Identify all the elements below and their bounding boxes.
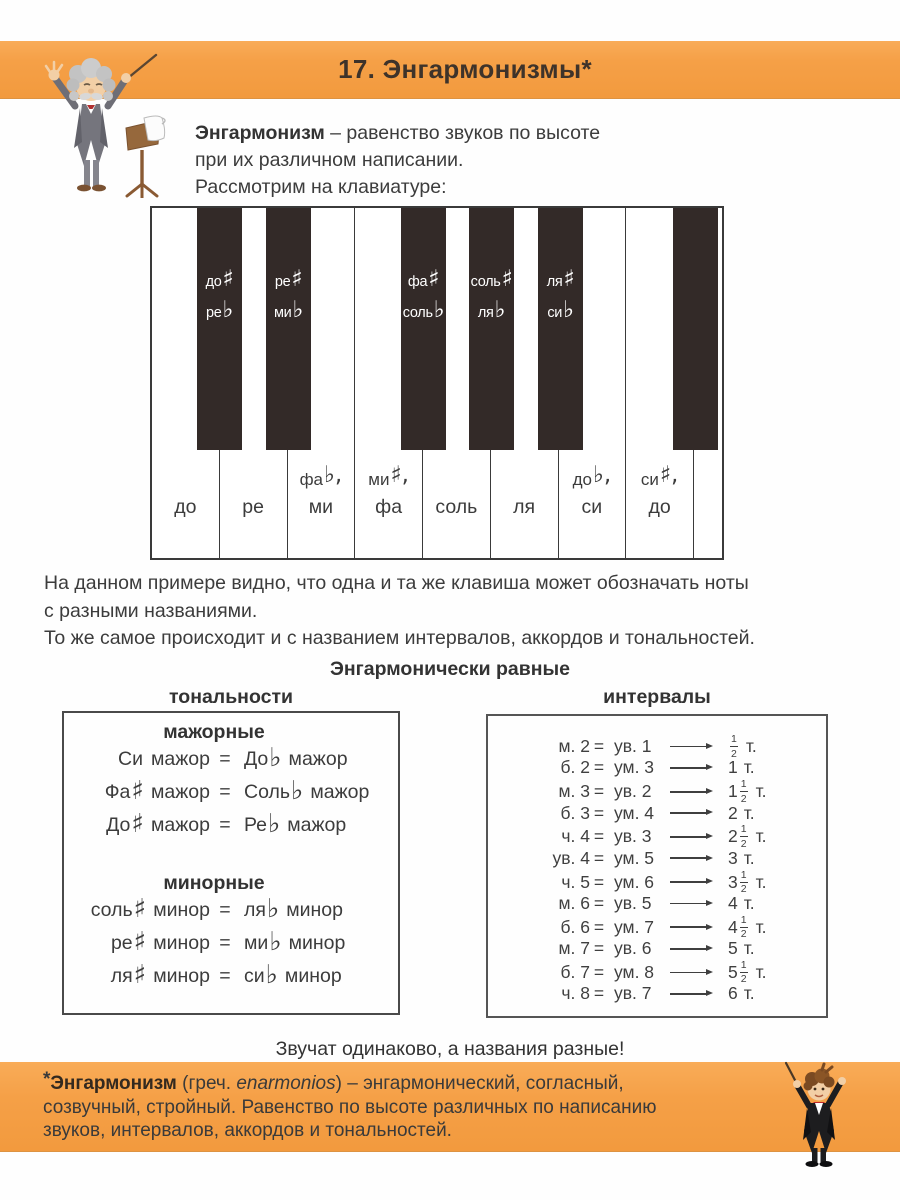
tonality-row [64,960,398,993]
sharp-icon: ♯ [563,265,575,292]
tone-whole: 4 [728,892,738,913]
tone-unit: т. [743,757,755,778]
tone-unit: т. [755,916,767,937]
right-arrow-icon [670,857,707,859]
tone-whole: 3 [728,871,738,892]
tonality-left: До♯ мажор [106,809,210,839]
white-key [491,208,559,558]
equals-sign: = [593,892,605,913]
white-key-name: ми [308,496,334,518]
interval-left: б. 7 [560,961,590,982]
white-key [355,208,423,558]
equals-sign: = [219,965,231,987]
interval-row [488,892,826,915]
white-key-name: до [648,496,671,518]
black-key-sharp-label: до ♯ [205,265,234,292]
equals-sign: = [593,938,605,959]
black-key-flat-label: ре ♭ [205,296,234,323]
paragraph-line-2: с разными названиями. [44,599,258,622]
flat-icon: ♭ [292,296,304,323]
arrow-cell [670,812,718,814]
white-key [152,208,220,558]
equals-sign: = [219,932,231,954]
right-arrow-icon [670,926,707,928]
white-key-enharmonic-label: фа ♭, [299,462,343,489]
interval-right: ув. 2 [614,781,652,802]
right-arrow-icon [670,993,707,995]
footnote-term: Энгармонизм [50,1073,177,1094]
interval-row [488,757,826,780]
accidental-icon: ♯ [133,960,147,990]
white-key-name: фа [375,496,403,518]
white-key-enharmonic-label [524,464,525,496]
black-key-flat-label: соль ♭ [402,296,445,323]
young-conductor-illustration [782,1060,856,1170]
sharp-icon: ♯ [291,265,303,292]
tone-unit: т. [743,892,755,913]
footnote-asterisk: * [43,1069,51,1090]
tone-unit: т. [745,736,757,756]
interval-left: м. 2 [558,736,590,756]
interval-right: ум. 8 [614,961,655,982]
intervals-box [486,714,828,1018]
intro-term: Энгармонизм [195,122,325,144]
tone-whole: 1 [728,781,738,802]
interval-right: ум. 6 [614,871,655,892]
arrow-cell [670,767,718,769]
intro-line-1 [195,120,665,147]
interval-left: ч. 4 [561,826,590,847]
tonality-right: ля♭ минор [244,894,343,924]
piano-keyboard [150,206,724,560]
interval-tones [718,938,826,959]
tonality-left: ре♯ минор [110,927,210,957]
tonality-right: До♭ мажор [244,743,348,773]
white-key-name: ля [513,496,536,518]
right-arrow-icon [670,791,707,793]
right-arrow-icon [670,812,707,814]
right-arrow-icon [670,746,707,748]
tonality-left: Си мажор [118,748,210,770]
sharp-icon: ♯ [501,265,513,292]
explanation-paragraph [44,570,874,653]
white-key [559,208,627,558]
equals-sign: = [593,961,605,982]
accidental-icon: ♭ [268,809,281,839]
half-fraction: $\frac{1}{2}$ [740,778,747,805]
equals-sign: = [219,781,231,803]
arrow-cell [670,857,718,859]
tonality-right: си♭ минор [244,960,342,990]
half-fraction: $\frac{1}{2}$ [740,868,747,896]
half-fraction: $\frac{1}{2}$ [740,823,747,850]
flat-icon: ♭ [433,296,445,323]
tonality-row [64,809,398,842]
footnote-after-term: (греч. [176,1073,237,1094]
white-key-name: до [174,496,197,518]
tone-unit: т. [755,781,767,802]
accidental-icon: ♭ [269,743,282,773]
interval-right: ум. 3 [614,757,655,778]
interval-tones [718,848,826,869]
tone-unit: т. [743,938,755,959]
equals-sign: = [219,748,231,770]
sharp-icon: ♯ [428,265,440,292]
interval-row [488,913,826,941]
flat-icon: ♭ [222,296,234,323]
flat-icon: ♭ [563,296,574,323]
white-key-enharmonic-label: ми ♯, [368,462,409,489]
tone-whole: 5 [728,961,738,982]
equals-sign: = [593,916,605,937]
white-key-partial [694,208,722,558]
interval-row [488,847,826,870]
white-key-enharmonic-label [456,464,457,496]
interval-left: б. 3 [560,802,590,823]
tone-unit: т. [743,847,755,868]
equals-sign: = [593,757,605,778]
tone-unit: т. [755,871,767,892]
accidental-icon: ♭ [266,894,280,924]
intro-line-2: при их различном написании. [195,149,464,171]
white-key-enharmonic-label: до ♭, [572,462,612,489]
black-key-sharp-label: соль ♯ [470,265,513,292]
black-key-sharp-label: ре ♯ [274,265,303,292]
minor-rows [64,894,398,993]
arrow-cell [670,791,718,793]
tonality-left: ля♯ минор [110,960,210,990]
footnote-line-2: созвучный, стройный. Равенство по высоте различных по написанию [43,1096,657,1118]
interval-tones [718,893,826,914]
interval-row [488,958,826,986]
tonality-row [64,894,398,927]
tonality-left: Фа♯ мажор [104,776,210,806]
paragraph-line-3: То же самое происходит и с названием интервалов, аккордов и тональностей. [44,627,755,649]
section-title: Энгармонически равные [329,658,571,680]
black-key-flat-label: ля ♭ [477,296,506,323]
interval-row [488,733,826,760]
arrow-cell [670,903,718,905]
interval-row [488,778,826,805]
right-arrow-icon [670,767,707,769]
intro-line-3: Рассмотрим на клавиатуре: [195,176,447,198]
interval-row [488,823,826,850]
intervals-header: интервалы [603,686,711,708]
tonality-right: Соль♭ мажор [244,776,370,806]
major-rows [64,743,398,842]
equals-sign: = [219,899,231,921]
tone-whole: 1 [728,757,738,778]
interval-left: б. 6 [560,916,590,937]
interval-left: б. 2 [560,757,590,778]
tonality-left: соль♯ минор [90,894,210,924]
accidental-icon: ♯, [390,462,409,488]
accidental-icon: ♭ [269,927,282,957]
interval-right: ум. 4 [614,802,655,823]
arrow-cell [670,993,718,995]
tonality-right: ми♭ минор [244,927,346,957]
equals-sign: = [593,871,605,892]
white-keys-row [152,208,722,558]
tonalities-box [62,711,400,1015]
arrow-cell [670,972,718,974]
conductor-illustration [30,48,180,198]
black-key-sharp-label: ля ♯ [546,265,575,292]
interval-right: ув. 5 [614,892,652,913]
sharp-icon: ♯ [222,265,234,292]
arrow-cell [670,746,718,748]
interval-left: ч. 8 [561,983,590,1004]
white-key-enharmonic-label: си ♯, [640,462,679,489]
accidental-icon: ♯ [131,776,144,806]
tonality-row [64,743,398,776]
white-key-enharmonic-label [185,464,186,496]
accidental-icon: ♭, [324,462,343,488]
interval-left: м. 3 [558,781,590,802]
interval-right: ув. 7 [614,983,652,1004]
accidental-icon: ♯ [131,809,144,839]
tonalities-header: тональности [168,686,294,708]
interval-left: м. 7 [558,938,590,959]
tone-unit: т. [755,961,767,982]
equals-sign: = [593,847,605,868]
interval-left: ув. 4 [552,847,590,868]
page-title: 17. Энгармонизмы* [338,54,592,84]
tone-unit: т. [743,802,755,823]
interval-tones [718,734,826,759]
interval-right: ув. 1 [614,736,652,756]
closing-line: Звучат одинаково, а названия разные! [275,1038,625,1060]
white-key-name: ре [242,496,264,518]
tone-whole: 6 [728,983,738,1004]
tonality-row [64,927,398,960]
footnote-greek-word: enarmonios [236,1073,336,1094]
intro-text [195,120,665,201]
interval-row [488,802,826,825]
equals-sign: = [593,781,605,802]
interval-tones [718,824,826,849]
interval-left: м. 6 [558,892,590,913]
white-key-enharmonic-label [253,464,254,496]
arrow-cell [670,836,718,838]
minor-title: минорные [163,872,265,894]
white-key-name: соль [435,496,478,518]
tonality-right: Ре♭ мажор [244,809,347,839]
white-key [626,208,694,558]
footnote-line-1 [43,1069,753,1096]
equals-sign: = [593,983,605,1004]
interval-tones [718,983,826,1004]
footnote-line-1-rest: ) – энгармонический, согласный, [335,1073,624,1094]
black-key-flat-label: си ♭ [547,296,574,323]
right-arrow-icon [670,836,707,838]
arrow-cell [670,881,718,883]
right-arrow-icon [670,881,707,883]
flat-icon: ♭ [494,296,506,323]
accidental-icon: ♭ [265,960,278,990]
tone-whole: 5 [728,938,738,959]
interval-row [488,983,826,1006]
accidental-icon: ♯ [133,927,147,957]
half-fraction: $\frac{1}{2}$ [740,913,747,941]
half-fraction: $\frac{1}{2}$ [731,733,737,760]
interval-tones [718,779,826,804]
accidental-icon: ♯, [659,462,679,488]
tonality-row [64,776,398,809]
tone-whole: 2 [728,826,738,847]
footnote-text [43,1069,753,1143]
white-key [220,208,288,558]
interval-left: ч. 5 [561,871,590,892]
interval-tones [718,757,826,778]
tone-unit: т. [743,983,755,1004]
tone-whole: 4 [728,916,738,937]
interval-right: ув. 6 [614,938,652,959]
equals-sign: = [593,826,605,847]
interval-row [488,937,826,960]
half-fraction: $\frac{1}{2}$ [740,958,747,986]
black-key-sharp-label: фа ♯ [407,265,440,292]
tone-whole: 3 [728,847,738,868]
paragraph-line-1: На данном примере видно, что одна и та же клавиша может обозначать ноты [44,572,749,594]
right-arrow-icon [670,972,707,974]
arrow-cell [670,948,718,950]
white-key [423,208,491,558]
accidental-icon: ♭ [291,776,304,806]
right-arrow-icon [670,948,707,950]
black-key-flat-label: ми ♭ [273,296,304,323]
accidental-icon: ♭, [592,462,612,488]
equals-sign: = [219,814,231,836]
right-arrow-icon [670,903,707,905]
white-key [288,208,356,558]
equals-sign: = [593,802,605,823]
equals-sign: = [593,736,605,756]
interval-right: ум. 5 [614,847,655,868]
interval-right: ум. 7 [614,916,655,937]
interval-tones [718,960,826,985]
intro-line-1-rest: – равенство звуков по высоте [324,122,601,144]
accidental-icon: ♯ [133,894,147,924]
interval-tones [718,803,826,824]
footnote-line-3: звуков, интервалов, аккордов и тональностей. [43,1120,452,1141]
major-title: мажорные [163,721,265,743]
tone-whole: 2 [728,802,738,823]
arrow-cell [670,926,718,928]
interval-tones [718,870,826,895]
interval-row [488,868,826,896]
white-key-name: си [581,496,603,518]
interval-right: ув. 3 [614,826,652,847]
tone-unit: т. [755,826,767,847]
interval-tones [718,915,826,940]
